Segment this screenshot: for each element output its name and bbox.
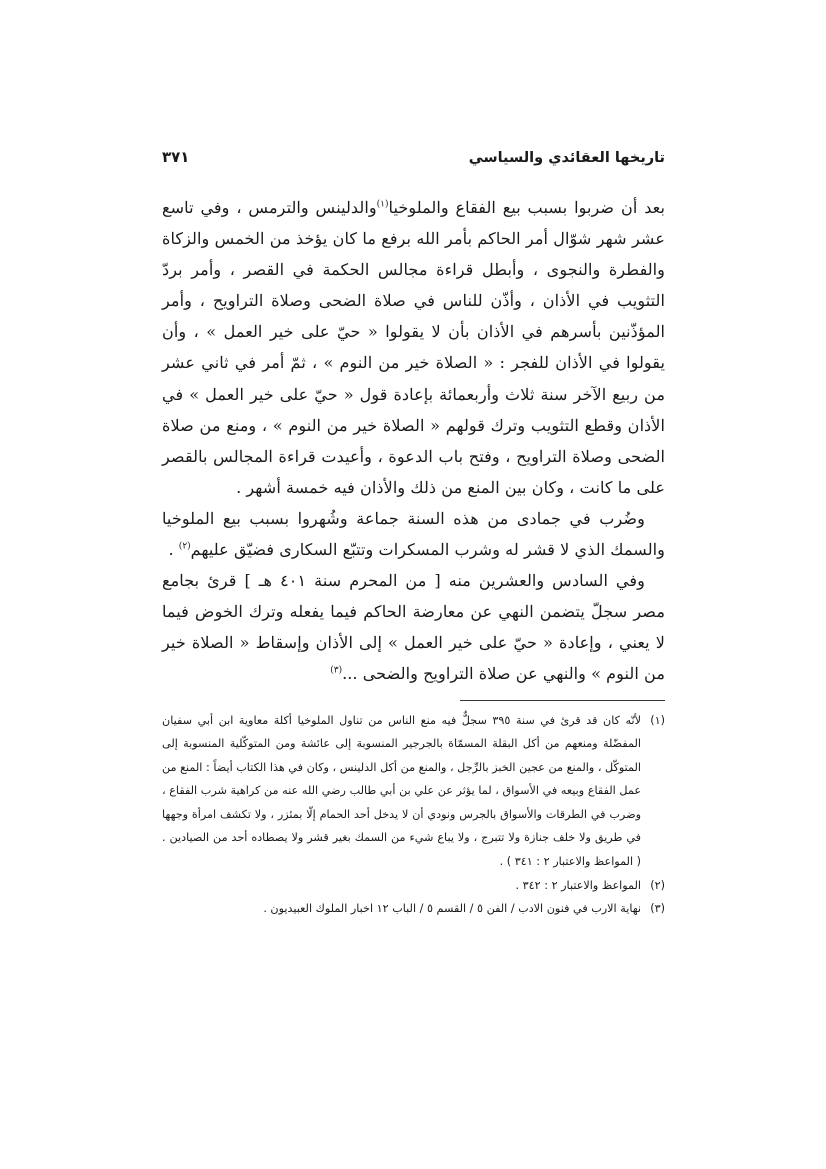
paragraph-2-text-cont: . (168, 540, 179, 560)
paragraph-3 (162, 565, 665, 689)
footnotes (162, 709, 665, 921)
footnote-1 (162, 709, 665, 874)
paragraph-1 (162, 192, 665, 503)
running-header (162, 148, 665, 176)
footnote-3-number: (٣) (650, 902, 665, 916)
paragraph-1-text-cont: والدلينس والترمس ، وفي تاسع عشر شهر شوّال أمر الحاكم بأمر الله برفع ما كان يؤخذ من الخمس والزكاة والفطرة والنجوى ، وأبطل قراءة مجالس الحكمة في القصر ، وأمر بردّ التثويب في الأذان ، وأذّن للناس في صلاة الضحى وصلاة التراويح ، وأمر المؤذّنين بأسرهم في الأذان بأن لا يقولوا « حيّ على خير العمل » ، وأن يقولوا في الأذان للفجر : « الصلاة خير من النوم » ، ثمّ أمر في ثاني عشر من ربيع الآخر سنة ثلاث وأربعمائة بإعادة قول « حيّ على خير العمل » في الأذان وقطع التثويب وترك قولهم « الصلاة خير من النوم » ، ومنع من صلاة الضحى وصلاة التراويح ، وفتح باب الدعوة ، وأعيدت قراءة المجالس بالقصر على ما كانت ، وكان بين المنع من ذلك والأذان فيه خمسة أشهر . (162, 198, 665, 497)
footnote-2-number: (٢) (650, 878, 665, 892)
paragraph-2-text: وضُرب في جمادى من هذه السنة جماعة وشُهروا بسبب بيع الملوخيا والسمك الذي لا قشر له وشرب المسكرات وتتبّع السكارى فضيّق عليهم (162, 508, 665, 560)
footnote-3-text: نهاية الارب في فنون الادب / الفن ٥ / القسم ٥ / الباب ١٢ اخبار الملوك العبيديون . (263, 902, 641, 916)
footnote-2-text: المواعظ والاعتبار ٢ : ٣٤٢ . (515, 878, 641, 892)
header-title: تاريخها العقائدي والسياسي (468, 150, 665, 166)
footnote-ref-1: (١) (376, 199, 389, 210)
body-text (162, 192, 665, 690)
footnote-ref-3: (٣) (330, 666, 343, 677)
book-page (162, 148, 665, 921)
footnote-1-number: (١) (650, 713, 665, 727)
footnote-1-text: لأنّه كان قد قرئ في سنة ٣٩٥ سجلٌّ فيه منع الناس من تناول الملوخيا أكلة معاوية ابن أبي سفيان المفضّلة ومنعهم من أكل البقلة المسمّاة بالجرجير المنسوبة إلى عائشة ومن المتوكّلية المنسوبة إلى المتوكّل ، والمنع من عجين الخبز بالرِّجل ، والمنع من أكل الدلينس ، وكان في هذا الكتاب أيضاً : المنع من عمل الفقاع وبيعه في الأسواق ، لما يؤثر عن علي بن أبي طالب رضي الله عنه من كراهية شرب الفقاع ، وضرب في الطرقات والأسواق بالجرس ونودي أن لا يدخل أحد الحمام إلّا بمئزر ، ولا تكشف امرأة وجهها في طريق ولا خلف جنازة ولا تتبرج ، ولا يباع شيء من السمك بغير قشر ولا يصطاده أحد من الصيادين . ( المواعظ والاعتبار ٢ : ٣٤١ ) . (162, 713, 641, 869)
footnote-ref-2: (٢) (178, 541, 191, 552)
paragraph-2 (162, 503, 665, 565)
footnote-3 (162, 897, 665, 921)
page-number: ٣٧١ (162, 148, 190, 166)
paragraph-1-text: بعد أن ضربوا بسبب بيع الفقاع والملوخيا (388, 198, 665, 217)
paragraph-3-text: وفي السادس والعشرين منه [ من المحرم سنة ٤٠١ هـ ] قرئ بجامع مصر سجلّ يتضمن النهي عن معارضة الحاكم فيما يفعله وترك الخوض فيما لا يعني ، وإعادة « حيّ على خير العمل » إلى الأذان وإسقاط « الصلاة خير من النوم » والنهي عن صلاة التراويح والضحى ... (162, 571, 665, 684)
footnote-2 (162, 874, 665, 898)
footnote-separator (460, 700, 665, 701)
